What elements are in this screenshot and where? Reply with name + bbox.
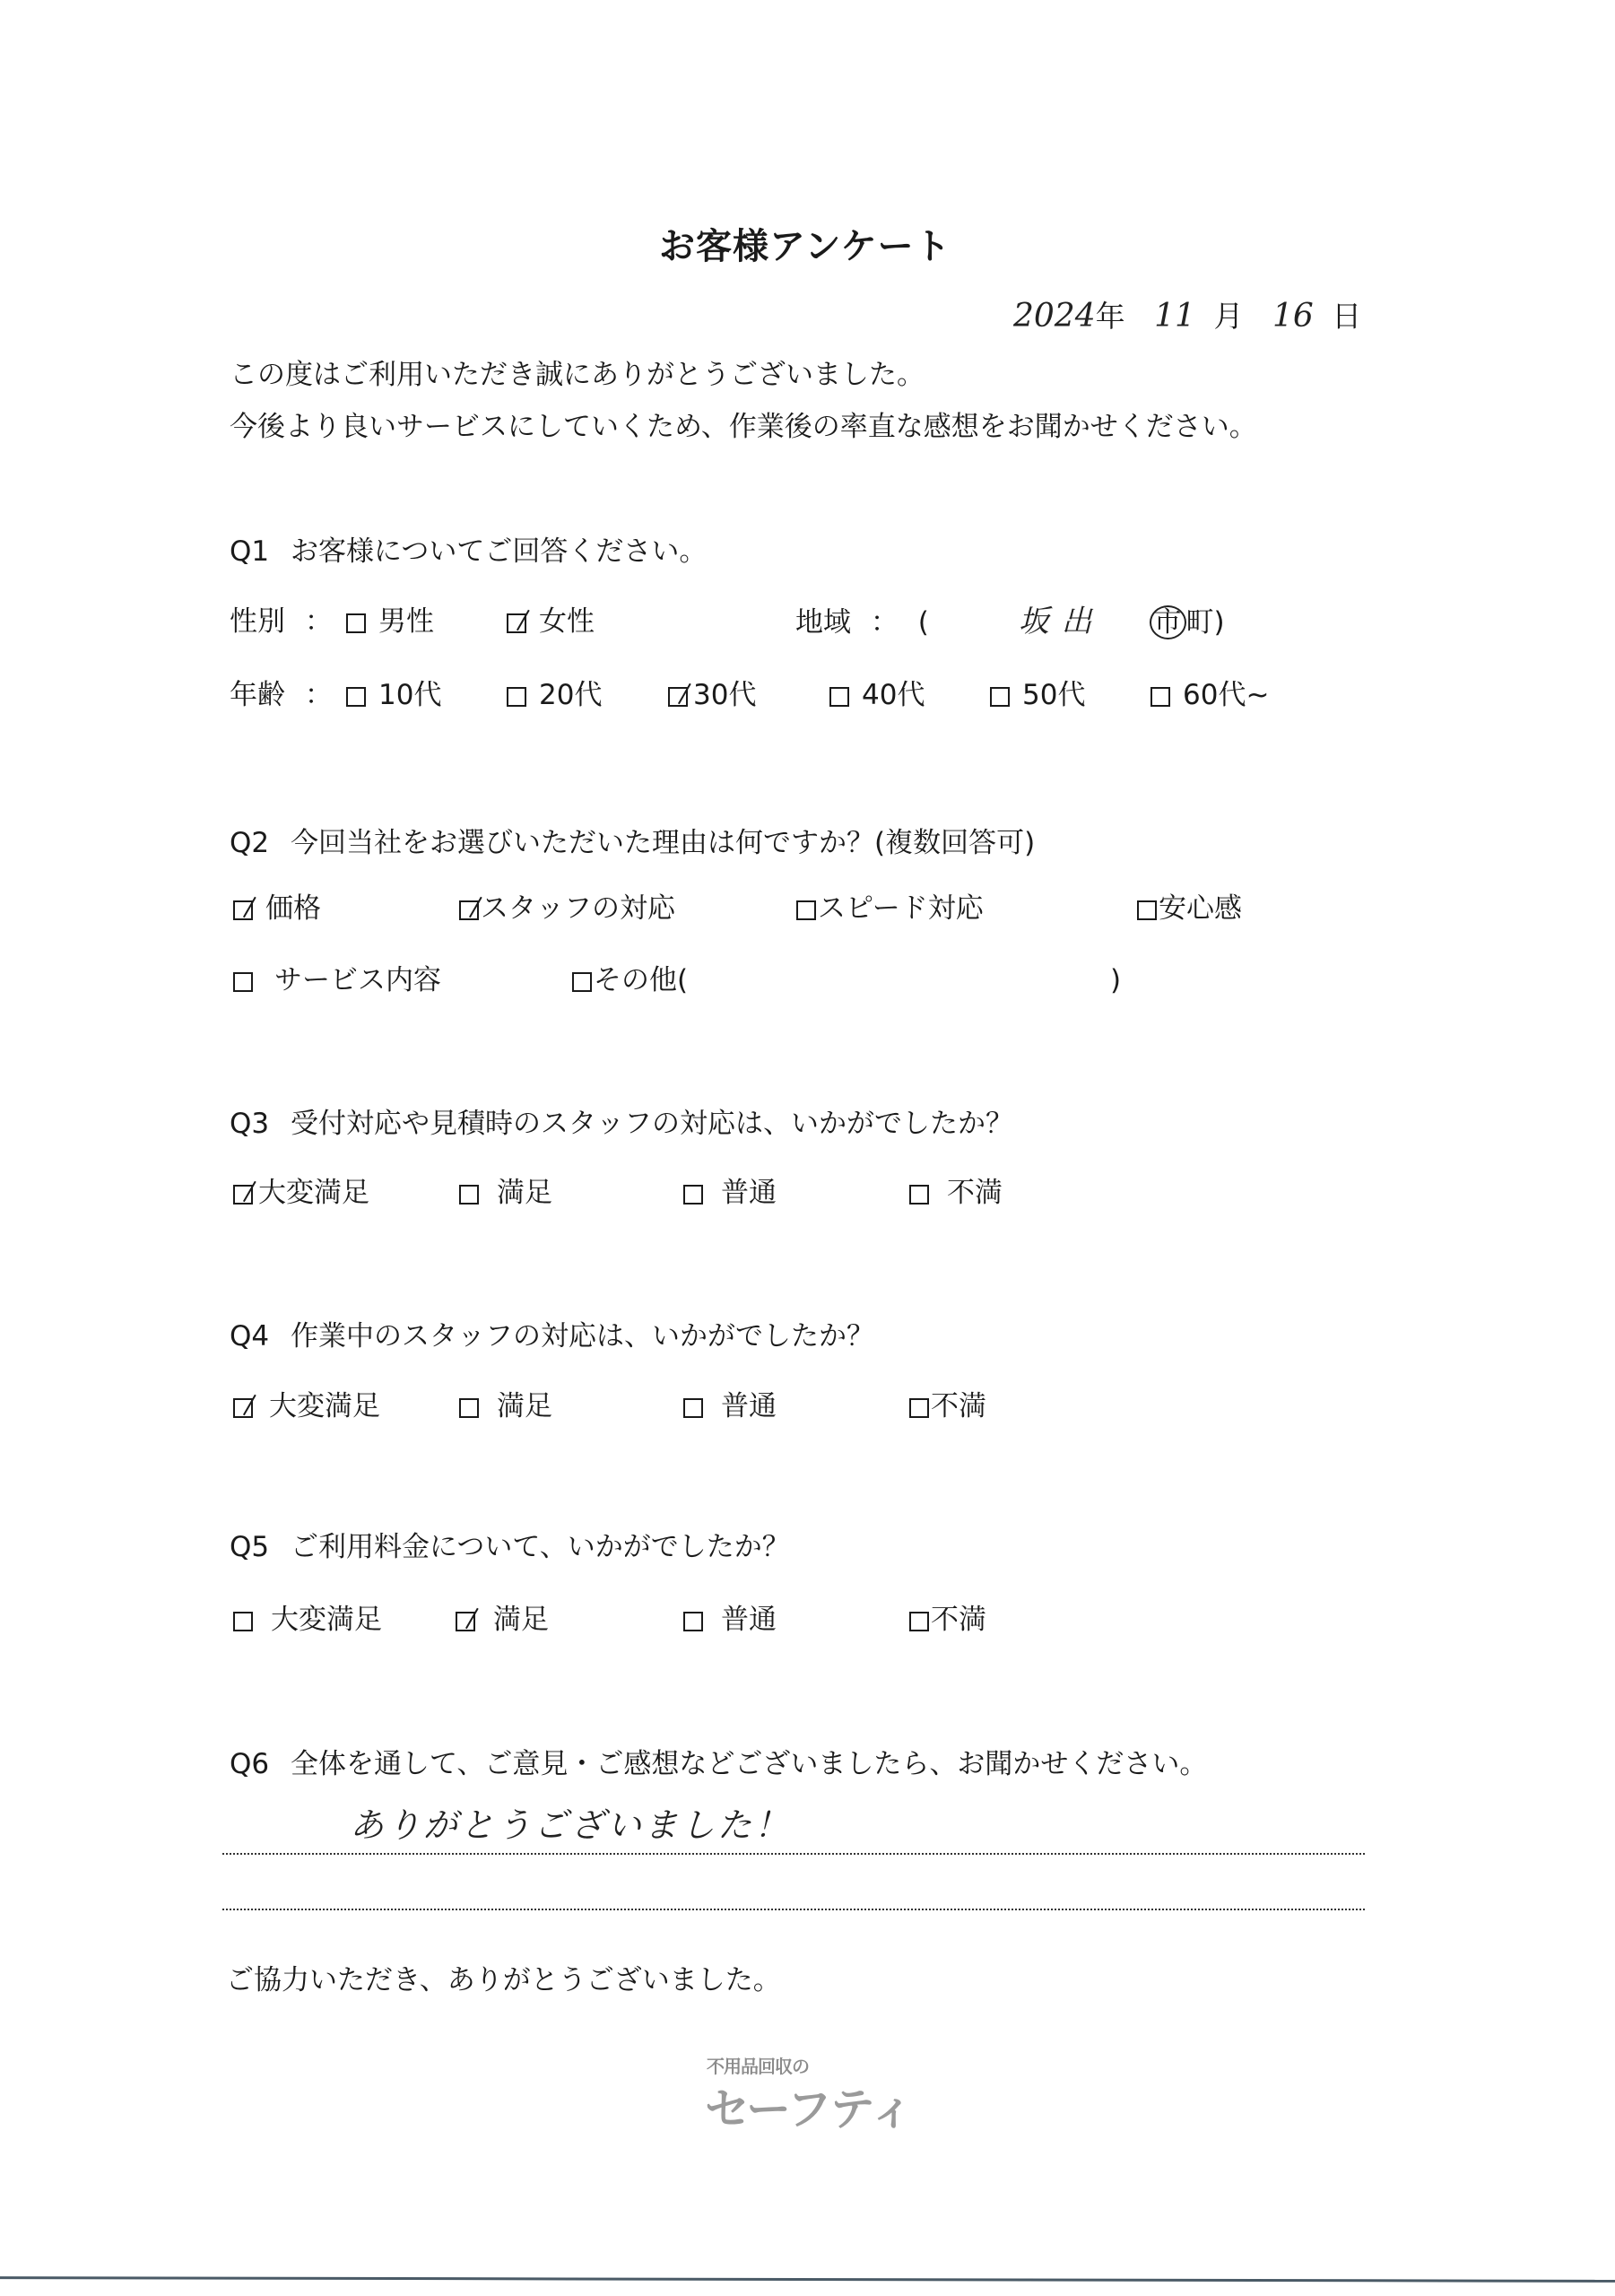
checkbox-security[interactable]	[1137, 900, 1157, 920]
intro-line-2: 今後より良いサービスにしていくため、作業後の率直な感想をお聞かせください。	[230, 411, 1257, 443]
q4-question: 作業中のスタッフの対応は、いかがでしたか？	[290, 1320, 874, 1352]
q3-option-satisfied[interactable]: 満足	[459, 1175, 552, 1211]
checkbox-other[interactable]	[572, 972, 592, 992]
gender-label: 性別 ：	[230, 605, 333, 638]
q2-option-service[interactable]: サービス内容	[233, 962, 441, 998]
region-city-circled[interactable]: 市	[1150, 605, 1186, 639]
gender-option-male[interactable]: 男性	[346, 604, 434, 639]
q1-label: Q1	[230, 535, 270, 568]
gender-option-female[interactable]: 女性	[507, 604, 595, 639]
checkbox-male[interactable]	[346, 613, 366, 633]
date-day[interactable]: 16	[1272, 298, 1314, 335]
checkbox-50s[interactable]	[990, 687, 1010, 707]
q2-question: 今回当社をお選びいただいた理由は何ですか？(複数回答可)	[290, 827, 1036, 859]
q5-option-satisfied[interactable]: 満足	[456, 1602, 549, 1638]
checkbox-q4-very-satisfied-checked[interactable]	[233, 1398, 253, 1418]
q3-heading	[230, 1106, 1013, 1142]
checkbox-female-checked[interactable]	[507, 613, 526, 633]
checkbox-q5-dissatisfied[interactable]	[909, 1612, 929, 1631]
checkbox-price-checked[interactable]	[233, 900, 253, 920]
q2-heading	[230, 825, 1035, 861]
checkbox-30s-checked[interactable]	[668, 687, 688, 707]
checkbox-40s[interactable]	[829, 687, 849, 707]
region-label: 地域	[795, 606, 851, 639]
date-year[interactable]: 2024	[1013, 298, 1096, 335]
survey-date: 2024年 11 月 16 日	[1013, 298, 1362, 335]
q4-option-average[interactable]: 普通	[683, 1388, 777, 1424]
checkbox-q3-average[interactable]	[683, 1185, 703, 1205]
q5-heading	[230, 1529, 790, 1565]
q2-label: Q2	[230, 827, 270, 859]
page-title: お客様アンケート	[659, 226, 951, 267]
region-value[interactable]: 坂出	[1018, 604, 1105, 639]
q4-option-satisfied[interactable]: 満足	[459, 1388, 552, 1424]
closing-message: ご協力いただき、ありがとうございました。	[226, 1964, 781, 1996]
checkbox-q4-dissatisfied[interactable]	[909, 1398, 929, 1418]
q5-label: Q5	[230, 1531, 270, 1563]
q3-option-very-satisfied[interactable]: 大変満足	[233, 1175, 369, 1211]
q5-question: ご利用料金について、いかがでしたか？	[290, 1531, 790, 1563]
q1-question: お客様についてご回答ください。	[290, 535, 708, 568]
q6-answer-line-1[interactable]: ありがとうございました！	[350, 1805, 792, 1845]
age-option-10s[interactable]: 10代	[346, 677, 441, 713]
q2-other-input[interactable]	[708, 962, 1094, 998]
checkbox-q5-satisfied-checked[interactable]	[456, 1612, 475, 1631]
date-month[interactable]: 11	[1154, 298, 1195, 335]
checkbox-q4-average[interactable]	[683, 1398, 703, 1418]
q4-heading	[230, 1318, 874, 1354]
q3-label: Q3	[230, 1108, 270, 1140]
checkbox-q3-very-satisfied-checked[interactable]	[233, 1185, 253, 1205]
age-option-40s[interactable]: 40代	[829, 677, 925, 713]
logo-tagline: 不用品回収の	[707, 2056, 809, 2077]
company-logo: セーフティ	[705, 2083, 913, 2135]
q2-option-staff[interactable]: スタッフの対応	[459, 891, 675, 926]
q2-option-security[interactable]: 安心感	[1137, 891, 1242, 926]
page-bottom-edge	[0, 2276, 1615, 2283]
q4-option-very-satisfied[interactable]: 大変満足	[233, 1388, 380, 1424]
intro-line-1: この度はご利用いただき誠にありがとうございました。	[230, 359, 925, 391]
checkbox-20s[interactable]	[507, 687, 526, 707]
checkbox-60s-plus[interactable]	[1150, 687, 1170, 707]
age-option-60s-plus[interactable]: 60代~	[1150, 677, 1269, 713]
q5-option-average[interactable]: 普通	[683, 1602, 777, 1638]
q3-option-dissatisfied[interactable]: 不満	[909, 1175, 1003, 1211]
checkbox-q5-very-satisfied[interactable]	[233, 1612, 253, 1631]
q5-option-dissatisfied[interactable]: 不満	[909, 1602, 986, 1638]
region-field: 地域 ： ( 坂出 市 町)	[795, 604, 1225, 639]
checkbox-service[interactable]	[233, 972, 253, 992]
checkbox-10s[interactable]	[346, 687, 366, 707]
q4-label: Q4	[230, 1320, 270, 1352]
q6-label: Q6	[230, 1748, 270, 1780]
age-option-30s[interactable]: 30代	[668, 677, 756, 713]
checkbox-q3-dissatisfied[interactable]	[909, 1185, 929, 1205]
checkbox-speed[interactable]	[796, 900, 816, 920]
checkbox-q4-satisfied[interactable]	[459, 1398, 479, 1418]
q6-answer-line-2[interactable]	[350, 1866, 1336, 1905]
q6-question: 全体を通して、ご意見・ご感想などございましたら、お聞かせください。	[290, 1748, 1208, 1780]
region-town[interactable]: 町	[1185, 606, 1214, 639]
checkbox-q5-average[interactable]	[683, 1612, 703, 1631]
q2-option-price[interactable]: 価格	[233, 891, 321, 926]
q2-option-other[interactable]: その他(	[572, 962, 688, 998]
q6-heading	[230, 1746, 1207, 1782]
q6-answer-underline-1	[222, 1853, 1365, 1855]
age-option-20s[interactable]: 20代	[507, 677, 602, 713]
age-label: 年齢 ：	[230, 679, 333, 711]
q3-question: 受付対応や見積時のスタッフの対応は、いかがでしたか？	[290, 1108, 1013, 1140]
q5-option-very-satisfied[interactable]: 大変満足	[233, 1602, 382, 1638]
q2-other-close-paren: )	[1110, 964, 1122, 996]
age-option-50s[interactable]: 50代	[990, 677, 1085, 713]
q6-answer-underline-2	[222, 1909, 1365, 1910]
q4-option-dissatisfied[interactable]: 不満	[909, 1388, 986, 1424]
q2-option-speed[interactable]: スピード対応	[796, 891, 984, 926]
checkbox-staff-checked[interactable]	[459, 900, 479, 920]
checkbox-q3-satisfied[interactable]	[459, 1185, 479, 1205]
q1-heading	[230, 534, 707, 570]
q3-option-average[interactable]: 普通	[683, 1175, 777, 1211]
